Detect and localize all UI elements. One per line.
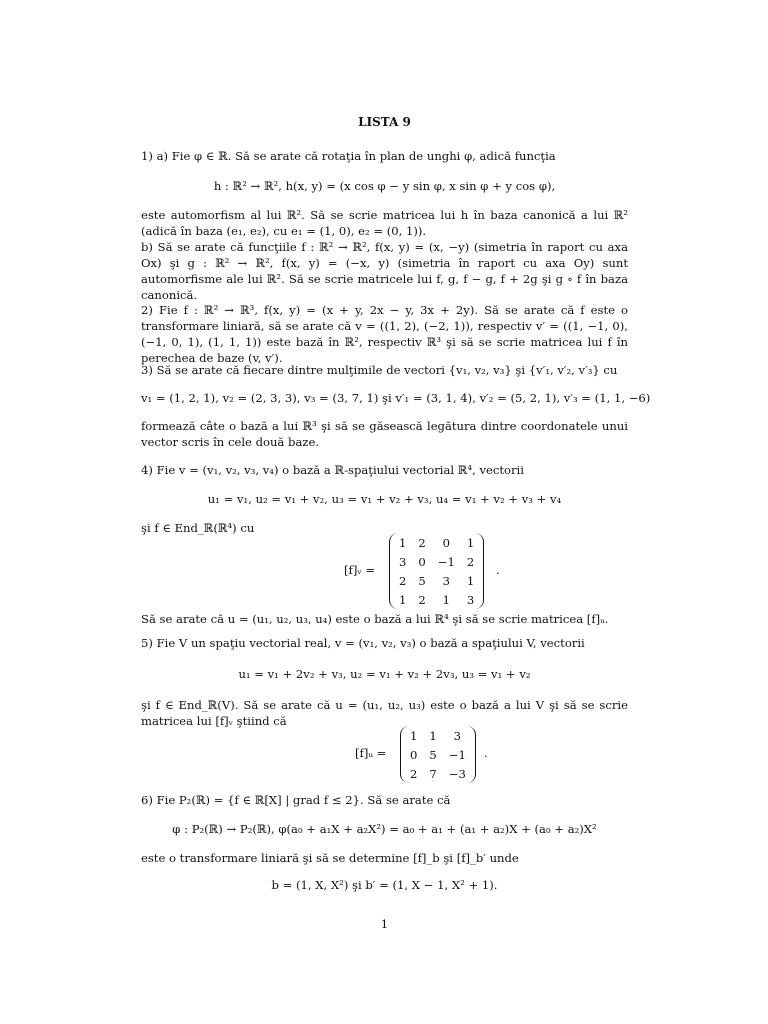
matrix-cell: 1 bbox=[466, 535, 475, 550]
matrix-left-paren bbox=[389, 533, 398, 609]
problem-5-equation: u₁ = v₁ + 2v₂ + v₃, u₂ = v₁ + v₂ + 2v₃, u₃ = v₁ + v₂ bbox=[238, 667, 531, 681]
matrix-cell: 0 bbox=[442, 535, 451, 550]
problem-2-text: 2) Fie f : ℝ² → ℝ³, f(x, y) = (x + y, 2x − y, 3x + 2y). Să se arate că f este o transformare liniară, să se arate că v = ((1, 2), (−2, 1)), respectiv v′ = ((1, −1, 0), (−1, 0, 1), (1, 1, 1)) este bază în ℝ², respectiv ℝ³ şi să se scrie matricea lui f în perechea de baze (v, v′). bbox=[141, 303, 628, 365]
problem-3-text: formează câte o bază a lui ℝ³ şi să se găsească legătura dintre coordonatele unui vector scris în cele două baze. bbox=[141, 419, 628, 449]
matrix-cell: 0 bbox=[410, 747, 418, 762]
page-number: 1 bbox=[380, 917, 389, 931]
matrix-fu-table bbox=[404, 726, 472, 783]
matrix-cell: 7 bbox=[429, 766, 437, 781]
matrix-cell: 1 bbox=[466, 573, 475, 588]
matrix-cell: −1 bbox=[437, 554, 455, 569]
problem-1-equation: h : ℝ² → ℝ², h(x, y) = (x cos φ − y sin φ, x sin φ + y cos φ), bbox=[213, 179, 556, 193]
matrix-cell: 2 bbox=[418, 592, 426, 607]
matrix-cell: 0 bbox=[418, 554, 426, 569]
problem-1-intro: 1) a) Fie φ ∈ ℝ. Să se arate că rotaţia în plan de unghi φ, adică funcţia bbox=[141, 149, 556, 163]
matrix-row bbox=[393, 533, 480, 552]
matrix-right-paren bbox=[475, 533, 484, 609]
matrix-row bbox=[404, 764, 472, 783]
problem-4-intro: 4) Fie v = (v₁, v₂, v₃, v₄) o bază a ℝ-spaţiului vectorial ℝ⁴, vectorii bbox=[141, 463, 524, 477]
matrix-row bbox=[393, 590, 480, 609]
page-title: LISTA 9 bbox=[358, 115, 411, 129]
matrix-cell: 1 bbox=[429, 728, 437, 743]
matrix-fv-table bbox=[393, 533, 480, 609]
problem-4-endomorphism: şi f ∈ End_ℝ(ℝ⁴) cu bbox=[141, 521, 255, 535]
matrix-cell: 2 bbox=[418, 535, 426, 550]
matrix-label-fu: [f]ᵤ = bbox=[355, 746, 387, 760]
matrix-cell: 3 bbox=[442, 573, 451, 588]
matrix-fu-period: . bbox=[484, 746, 488, 760]
matrix-cell: 1 bbox=[442, 592, 451, 607]
problem-1-text: este automorfism al lui ℝ². Să se scrie matricea lui h în baza canonică a lui ℝ² (adică în baza (e₁, e₂), cu e₁ = (1, 0), e₂ = (0, 1)). bbox=[141, 208, 628, 238]
matrix-row bbox=[404, 745, 472, 764]
matrix-cell: 2 bbox=[466, 554, 475, 569]
problem-3-equation: v₁ = (1, 2, 1), v₂ = (2, 3, 3), v₃ = (3, 7, 1) şi v′₁ = (3, 1, 4), v′₂ = (5, 2, 1), v′₃ = (1, 1, −6) bbox=[141, 391, 651, 405]
matrix-fv-period: . bbox=[496, 563, 500, 577]
matrix-cell: 5 bbox=[429, 747, 437, 762]
problem-1b-text: b) Să se arate că funcţiile f : ℝ² → ℝ², f(x, y) = (x, −y) (simetria în raport cu axa Ox) şi g : ℝ² → ℝ², f(x, y) = (−x, y) (simetria în raport cu axa Oy) sunt automorfisme ale lui ℝ². Să se scrie matricele lui f, g, f − g, f + 2g şi g ∘ f în baza canonică. bbox=[141, 240, 628, 302]
matrix-row bbox=[393, 571, 480, 590]
matrix-row bbox=[393, 552, 480, 571]
matrix-fu bbox=[404, 726, 472, 783]
matrix-cell: 1 bbox=[410, 728, 418, 743]
problem-6-equation: φ : P₂(ℝ) → P₂(ℝ), φ(a₀ + a₁X + a₂X²) = a₀ + a₁ + (a₁ + a₂)X + (a₀ + a₂)X² bbox=[172, 822, 597, 836]
matrix-cell: 3 bbox=[399, 554, 407, 569]
matrix-fv bbox=[393, 533, 480, 609]
problem-6-text: este o transformare liniară şi să se determine [f]_b şi [f]_b′ unde bbox=[141, 851, 519, 865]
problem-5-intro: 5) Fie V un spaţiu vectorial real, v = (v₁, v₂, v₃) o bază a spaţiului V, vectorii bbox=[141, 636, 585, 650]
problem-3-intro: 3) Să se arate că fiecare dintre mulţimile de vectori {v₁, v₂, v₃} şi {v′₁, v′₂, v′₃} cu bbox=[141, 363, 618, 377]
matrix-cell: 1 bbox=[399, 592, 407, 607]
matrix-cell: 2 bbox=[399, 573, 407, 588]
matrix-label-fv: [f]ᵥ = bbox=[344, 563, 376, 577]
problem-5-text: şi f ∈ End_ℝ(V). Să se arate că u = (u₁, u₂, u₃) este o bază a lui V şi să se scrie matricea lui [f]ᵥ ştiind că bbox=[141, 698, 628, 728]
matrix-right-paren bbox=[467, 726, 476, 783]
problem-4-equation: u₁ = v₁, u₂ = v₁ + v₂, u₃ = v₁ + v₂ + v₃, u₄ = v₁ + v₂ + v₃ + v₄ bbox=[207, 492, 562, 506]
problem-4-text: Să se arate că u = (u₁, u₂, u₃, u₄) este o bază a lui ℝ⁴ şi să se scrie matricea [f]ᵤ. bbox=[141, 612, 609, 626]
problem-6-bases: b = (1, X, X²) şi b′ = (1, X − 1, X² + 1). bbox=[271, 878, 498, 892]
matrix-cell: −3 bbox=[448, 766, 466, 781]
matrix-left-paren bbox=[400, 726, 409, 783]
matrix-cell: 1 bbox=[399, 535, 407, 550]
matrix-cell: 3 bbox=[453, 728, 462, 743]
matrix-cell: −1 bbox=[448, 747, 466, 762]
problem-6-intro: 6) Fie P₂(ℝ) = {f ∈ ℝ[X] | grad f ≤ 2}. Să se arate că bbox=[141, 793, 451, 807]
matrix-cell: 3 bbox=[466, 592, 475, 607]
matrix-row bbox=[404, 726, 472, 745]
matrix-cell: 5 bbox=[418, 573, 426, 588]
matrix-cell: 2 bbox=[410, 766, 418, 781]
